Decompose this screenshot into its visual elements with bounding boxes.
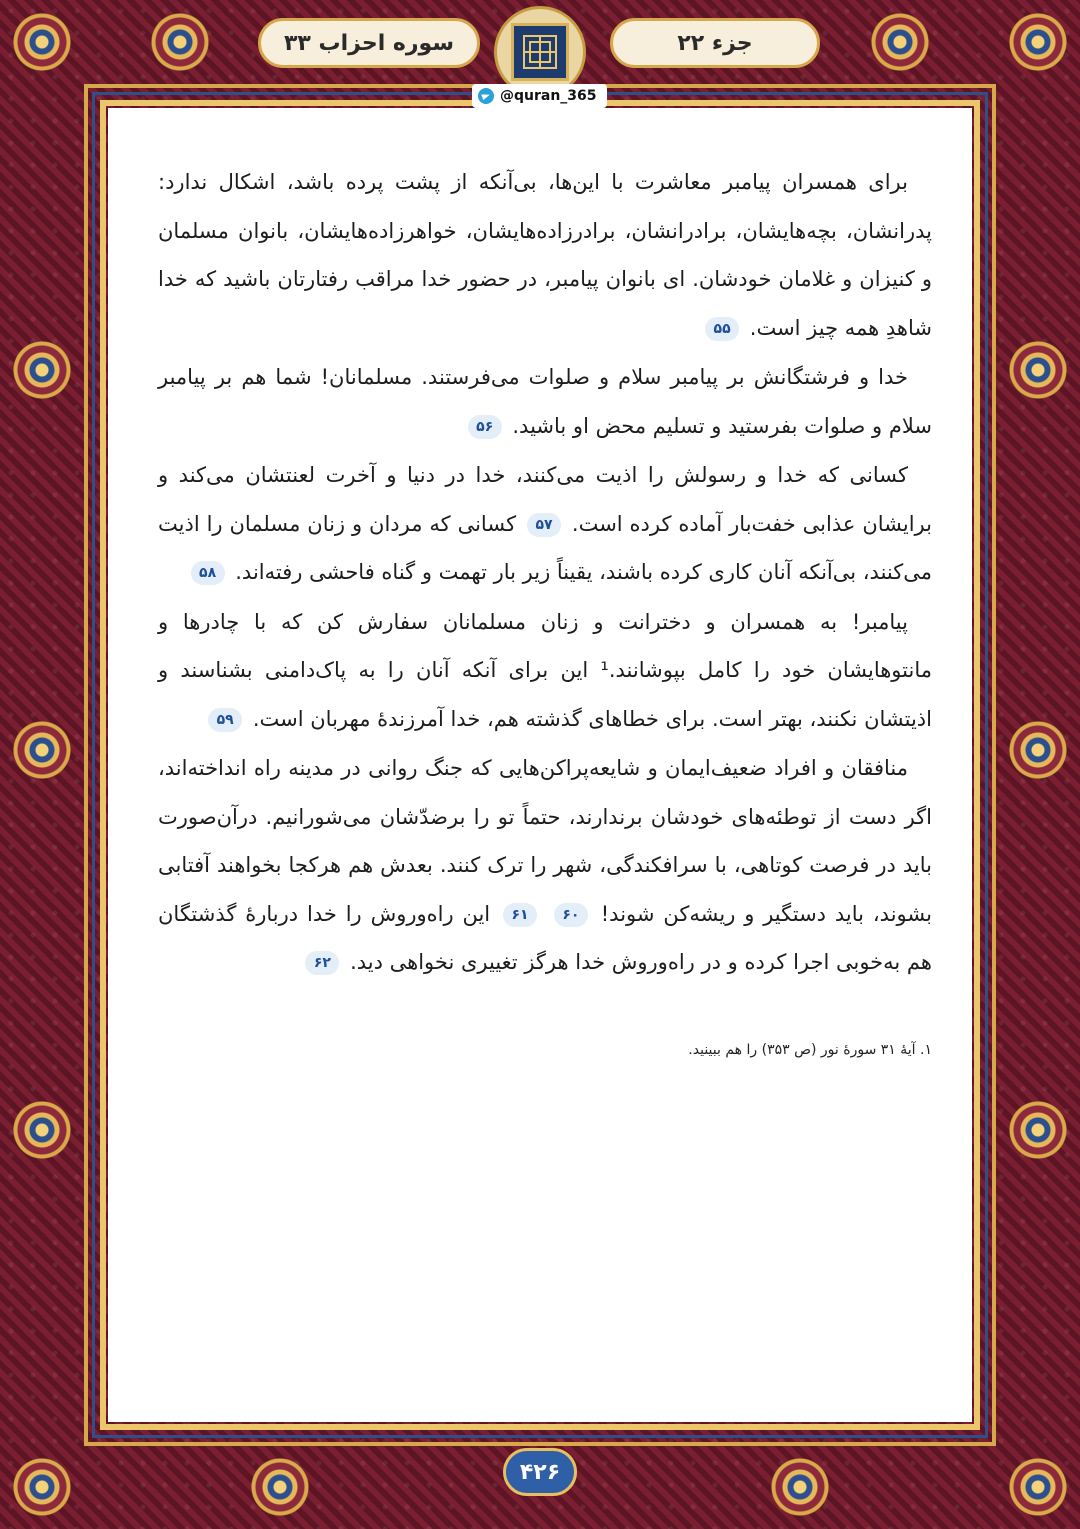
- side-ornament: [12, 720, 72, 780]
- verse-text: خدا و فرشتگانش بر پیامبر سلام و صلوات می‌فرستند. مسلمانان! شما هم بر پیامبر سلام و صلوات بفرستید و تسلیم محض او باشید.: [158, 365, 932, 438]
- verse-paragraph: [158, 353, 932, 450]
- verse-paragraph: [158, 598, 932, 744]
- bottom-ornament: [250, 1457, 310, 1517]
- verse-number: ۶۱: [503, 903, 537, 927]
- verse-paragraph: [158, 158, 932, 352]
- verse-number: ۵۵: [705, 317, 739, 341]
- verse-paragraph: [158, 744, 932, 987]
- verse-text: کسانی که خدا و رسولش را اذیت می‌کنند، خدا در دنیا و آخرت لعنتشان می‌کند و برایشان عذابی خفت‌بار آماده کرده است.: [158, 463, 932, 536]
- verse-number: ۵۸: [191, 561, 225, 585]
- verse-text: منافقان و افراد ضعیف‌ایمان و شایعه‌پراکن‌هایی که جنگ روانی در مدینه راه انداخته‌اند، اگر دست از توطئه‌های خودشان برندارند، حتماً تو را برضدّشان می‌شورانیم. درآن‌صورت باید در فرصت کوتاهی، با سرافکندگی، شهر را ترک کنند. بعدش هم هرکجا بخواهند آفتابی بشوند، باید دستگیر و ریشه‌کن شوند!: [158, 756, 932, 926]
- verse-text: پیامبر! به همسران و دخترانت و زنان مسلمانان سفارش کن که با چادرها و مانتوهایشان خود را کامل بپوشانند.¹ این برای آنکه آنان را به پاک‌دامنی بشناسند و اذیتشان نکنند، بهتر است. برای خطاهای گذشته هم، خدا آمرزندهٔ مهربان است.: [158, 609, 932, 731]
- translation-text: [158, 158, 932, 988]
- juz-label: جزء ۲۲: [610, 18, 820, 68]
- side-ornament: [1008, 720, 1068, 780]
- footnote: ۱. آیهٔ ۳۱ سورهٔ نور (ص ۳۵۳) را هم ببینید.: [688, 1042, 932, 1058]
- verse-number: ۵۷: [527, 513, 561, 537]
- corner-ornament: [12, 1457, 72, 1517]
- page-number: ۴۲۶: [503, 1448, 577, 1496]
- corner-ornament: [12, 12, 72, 72]
- side-ornament: [12, 340, 72, 400]
- verse-text: برای همسران پیامبر معاشرت با این‌ها، بی‌آنکه از پشت پرده باشد، اشکال ندارد: پدرانشان، بچه‌هایشان، برادرانشان، برادرزاده‌هایشان، خواهرزاده‌هایشان، بانوان مسلمان و کنیزان و غلامان خودشان. ای بانوان پیامبر، در حضور خدا مراقب رفتارتان باشید که خدا شاهدِ همه چیز است.: [158, 170, 932, 340]
- channel-name: @quran_365: [500, 88, 597, 104]
- side-ornament: [1008, 340, 1068, 400]
- verse-number: ۶۰: [554, 903, 588, 927]
- corner-ornament: [1008, 12, 1068, 72]
- top-ornament: [870, 12, 930, 72]
- bottom-ornament: [770, 1457, 830, 1517]
- verse-text: این راه‌وروش را خدا دربارهٔ گذشتگان هم به‌خوبی اجرا کرده و در راه‌وروش خدا هرگز تغییری نخواهی دید.: [158, 901, 932, 974]
- verse-number: ۵۶: [468, 415, 502, 439]
- corner-ornament: [1008, 1457, 1068, 1517]
- side-ornament: [1008, 1100, 1068, 1160]
- surah-label: سوره احزاب ۳۳: [258, 18, 480, 68]
- telegram-icon: [478, 88, 494, 104]
- logo-emblem-icon: [520, 32, 560, 72]
- side-ornament: [12, 1100, 72, 1160]
- verse-text: کسانی که مردان و زنان مسلمان را اذیت می‌کنند، بی‌آنکه آنان کاری کرده باشند، یقیناً زیر بار تهمت و گناه فاحشی رفته‌اند.: [158, 511, 932, 584]
- verse-number: ۶۲: [305, 951, 339, 975]
- verse-paragraph: [158, 451, 932, 597]
- verse-number: ۵۹: [208, 708, 242, 732]
- channel-handle[interactable]: [472, 84, 607, 108]
- top-ornament: [150, 12, 210, 72]
